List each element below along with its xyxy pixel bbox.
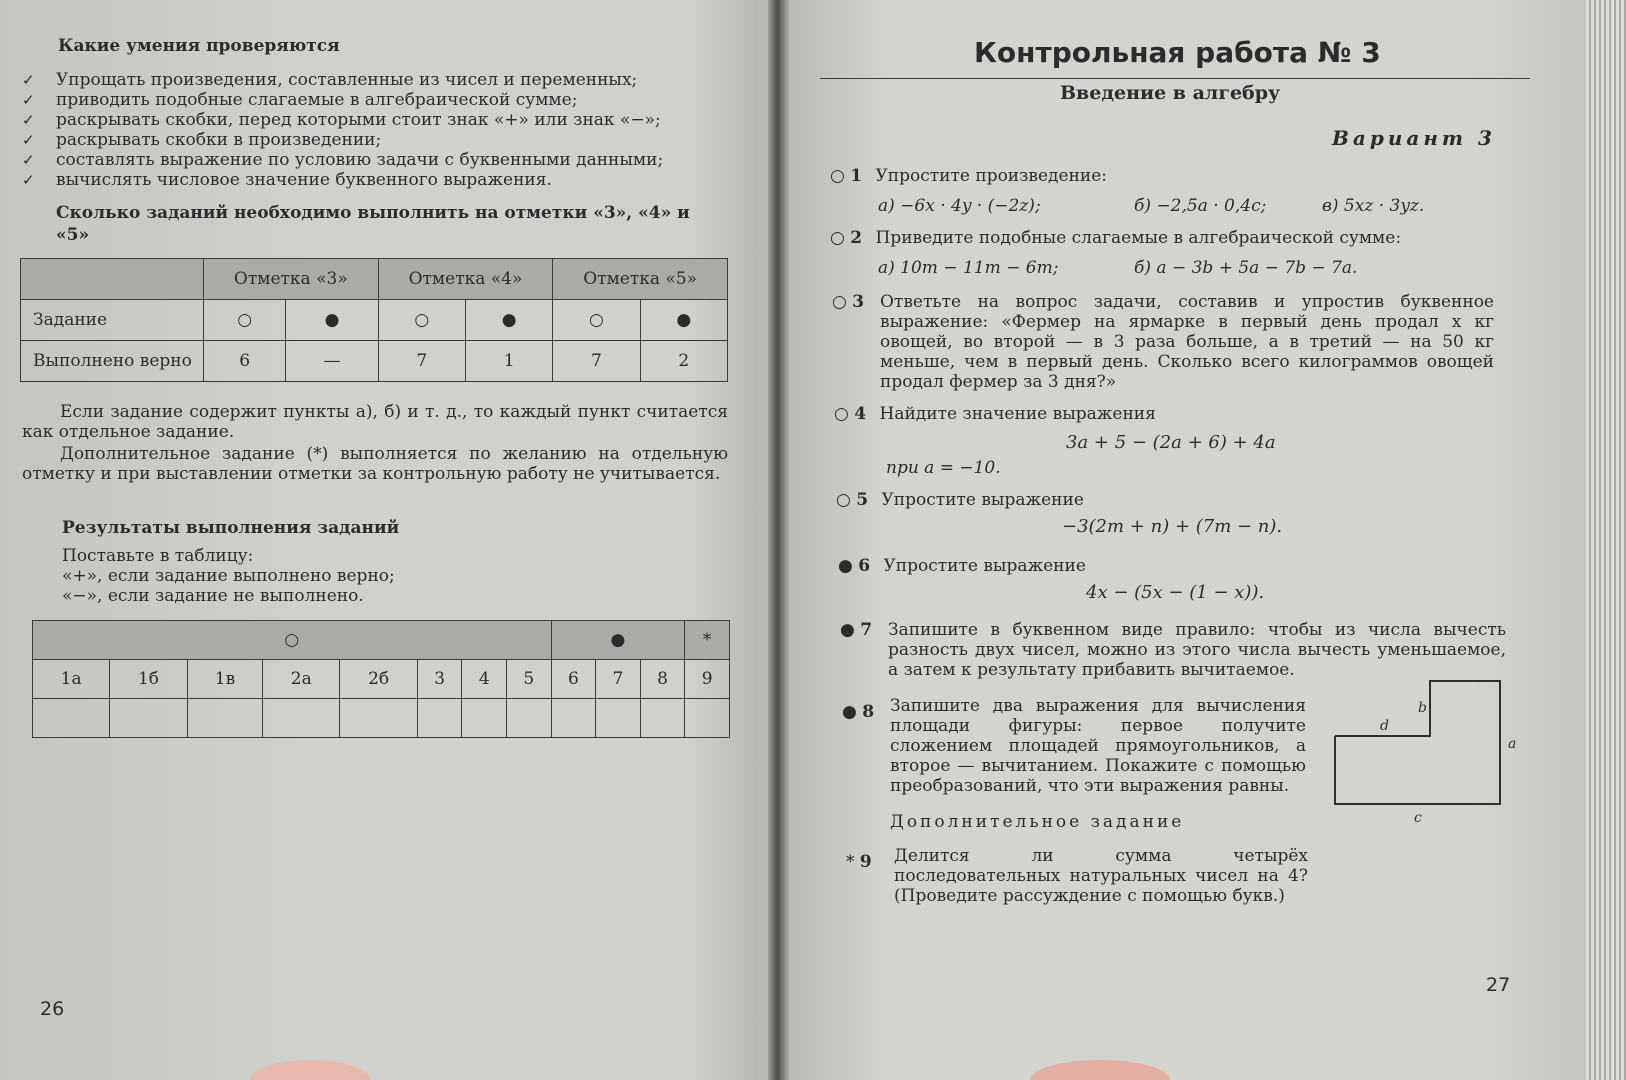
- problem-2: ○ 2 Приведите подобные слагаемые в алгебраической сумме:: [830, 228, 1402, 248]
- empty-cell: [685, 699, 730, 738]
- column-header: 8: [640, 660, 685, 699]
- finger: [1030, 1060, 1170, 1080]
- empty-cell: [507, 699, 552, 738]
- results-instruction: «+», если задание выполнено верно;: [62, 566, 395, 586]
- title-rule: [820, 78, 1530, 79]
- extra-heading: Дополнительное задание: [890, 812, 1185, 832]
- table-cell: ○: [378, 300, 465, 341]
- empty-cell: [462, 699, 507, 738]
- table-cell: 6: [204, 341, 286, 382]
- empty-cell: [340, 699, 418, 738]
- grade-header: Отметка «3»: [204, 259, 379, 300]
- empty-cell: [263, 699, 340, 738]
- area-figure: [1330, 676, 1530, 826]
- row-label: Задание: [21, 300, 204, 341]
- check-icon: ✓: [22, 151, 35, 169]
- problem-part: б) −2,5a · 0,4c;: [1134, 196, 1267, 216]
- table-cell: 1: [465, 341, 552, 382]
- star-marker-icon: *: [846, 852, 855, 872]
- formula: −3(2m + n) + (7m − n).: [1062, 516, 1283, 537]
- page-title: Контрольная работа № 3: [974, 36, 1381, 69]
- group-header: ○: [33, 621, 552, 660]
- empty-cell: [187, 699, 262, 738]
- group-header: ●: [551, 621, 685, 660]
- note-paragraph: Дополнительное задание (*) выполняется по желанию на отдельную отметку и при выставлении отметки за контрольную работу не учитывается.: [22, 444, 728, 484]
- problem-7-text: Запишите в буквенном виде правило: чтобы из числа вычесть разность двух чисел, можно из этого числа вычесть уменьшаемое, а затем к результату прибавить вычитаемое.: [888, 620, 1506, 680]
- group-header: *: [685, 621, 730, 660]
- empty-cell: [33, 699, 110, 738]
- page-number: 26: [40, 998, 65, 1020]
- column-header: 1в: [187, 660, 262, 699]
- corner-cell: [21, 259, 204, 300]
- grades-heading: Сколько заданий необходимо выполнить на отметки «3», «4» и «5»: [56, 203, 690, 245]
- easy-marker-icon: ○: [832, 292, 847, 312]
- empty-cell: [110, 699, 188, 738]
- column-header: 6: [551, 660, 596, 699]
- empty-cell: [551, 699, 596, 738]
- easy-marker-icon: ○: [834, 404, 849, 424]
- problem-8-text: Запишите два выражения для вычисления площади фигуры: первое получите сложением площадей прямоугольников, а второе — вычитанием. Покажите с помощью преобразований, что эти выражения равны.: [890, 696, 1306, 796]
- grade-header: Отметка «4»: [378, 259, 553, 300]
- column-header: 9: [685, 660, 730, 699]
- skill-item: ✓ раскрывать скобки, перед которыми стоит знак «+» или знак «−»;: [22, 110, 661, 130]
- empty-cell: [417, 699, 462, 738]
- skill-item: ✓ приводить подобные слагаемые в алгебраической сумме;: [22, 90, 578, 110]
- skills-heading: Какие умения проверяются: [58, 36, 340, 56]
- table-cell: 7: [553, 341, 640, 382]
- page-number: 27: [1486, 974, 1511, 996]
- problem-3: ○ 3: [832, 292, 865, 312]
- row-label: Выполнено верно: [21, 341, 204, 382]
- grades-table: [20, 258, 728, 382]
- easy-marker-icon: ○: [830, 228, 845, 248]
- problem-part: в) 5xz · 3yz.: [1322, 196, 1425, 216]
- table-cell: 7: [378, 341, 465, 382]
- left-page: [0, 0, 782, 1080]
- table-cell: ●: [286, 300, 378, 341]
- problem-4: ○ 4 Найдите значение выражения: [834, 404, 1156, 424]
- problem-part: а) −6x · 4y · (−2z);: [878, 196, 1041, 216]
- skill-item: ✓ составлять выражение по условию задачи с буквенными данными;: [22, 150, 664, 170]
- note-paragraph: Если задание содержит пункты а), б) и т. д., то каждый пункт считается как отдельное задание.: [22, 402, 728, 442]
- empty-cell: [640, 699, 685, 738]
- column-header: 2б: [340, 660, 418, 699]
- column-header: 4: [462, 660, 507, 699]
- table-cell: 2: [640, 341, 727, 382]
- problem-9-text: Делится ли сумма четырёх последовательных натуральных чисел на 4? (Проведите рассуждение с помощью букв.): [894, 846, 1308, 906]
- problem-8: ● 8: [842, 702, 875, 722]
- skills-list: [22, 70, 742, 190]
- variant-label: Вариант 3: [1332, 126, 1496, 150]
- page-edges: [1586, 0, 1626, 1080]
- column-header: 3: [417, 660, 462, 699]
- skill-item: ✓ вычислять числовое значение буквенного выражения.: [22, 170, 552, 190]
- column-header: 1б: [110, 660, 188, 699]
- hard-marker-icon: ●: [840, 620, 855, 640]
- results-instruction: «−», если задание не выполнено.: [62, 586, 364, 606]
- check-icon: ✓: [22, 111, 35, 129]
- problem-part: а) 10m − 11m − 6m;: [878, 258, 1059, 278]
- empty-cell: [596, 699, 641, 738]
- label-c: c: [1414, 810, 1422, 826]
- finger: [250, 1060, 370, 1080]
- problem-3-text: Ответьте на вопрос задачи, составив и упростив буквенное выражение: «Фермер на ярмарке в первый день продал x кг овощей, во второй — в 3 раза больше, а в третий — на 50 кг меньше, чем в первый день. Сколько всего килограммов овощей продал фермер за 3 дня?»: [880, 292, 1494, 392]
- label-b: b: [1418, 700, 1427, 716]
- easy-marker-icon: ○: [830, 166, 845, 186]
- label-a: a: [1508, 736, 1517, 752]
- problem-9: * 9: [846, 852, 872, 872]
- check-icon: ✓: [22, 171, 35, 189]
- hard-marker-icon: ●: [842, 702, 857, 722]
- formula: 3a + 5 − (2a + 6) + 4a: [1066, 432, 1276, 453]
- skill-item: ✓ раскрывать скобки в произведении;: [22, 130, 382, 150]
- table-cell: —: [286, 341, 378, 382]
- book-gutter: [768, 0, 790, 1080]
- problem-1: ○ 1 Упростите произведение:: [830, 166, 1108, 186]
- column-header: 7: [596, 660, 641, 699]
- column-header: 2а: [263, 660, 340, 699]
- results-heading: Результаты выполнения заданий: [62, 518, 400, 538]
- results-table: [32, 620, 730, 738]
- results-instruction: Поставьте в таблицу:: [62, 546, 254, 566]
- label-d: d: [1380, 718, 1389, 734]
- problem-part: б) a − 3b + 5a − 7b − 7a.: [1134, 258, 1358, 278]
- grade-header: Отметка «5»: [553, 259, 728, 300]
- check-icon: ✓: [22, 131, 35, 149]
- problem-7: ● 7: [840, 620, 873, 640]
- column-header: 1а: [33, 660, 110, 699]
- problem-6: ● 6 Упростите выражение: [838, 556, 1086, 576]
- easy-marker-icon: ○: [836, 490, 851, 510]
- check-icon: ✓: [22, 91, 35, 109]
- right-page: [790, 0, 1590, 1080]
- table-cell: ○: [553, 300, 640, 341]
- table-cell: ○: [204, 300, 286, 341]
- formula: 4x − (5x − (1 − x)).: [1086, 582, 1265, 603]
- column-header: 5: [507, 660, 552, 699]
- skill-item: ✓ Упрощать произведения, составленные из чисел и переменных;: [22, 70, 638, 90]
- problem-5: ○ 5 Упростите выражение: [836, 490, 1084, 510]
- page-subtitle: Введение в алгебру: [1060, 82, 1281, 104]
- hard-marker-icon: ●: [838, 556, 853, 576]
- check-icon: ✓: [22, 71, 35, 89]
- table-cell: ●: [465, 300, 552, 341]
- table-cell: ●: [640, 300, 727, 341]
- problem-4-condition: при a = −10.: [886, 458, 1001, 478]
